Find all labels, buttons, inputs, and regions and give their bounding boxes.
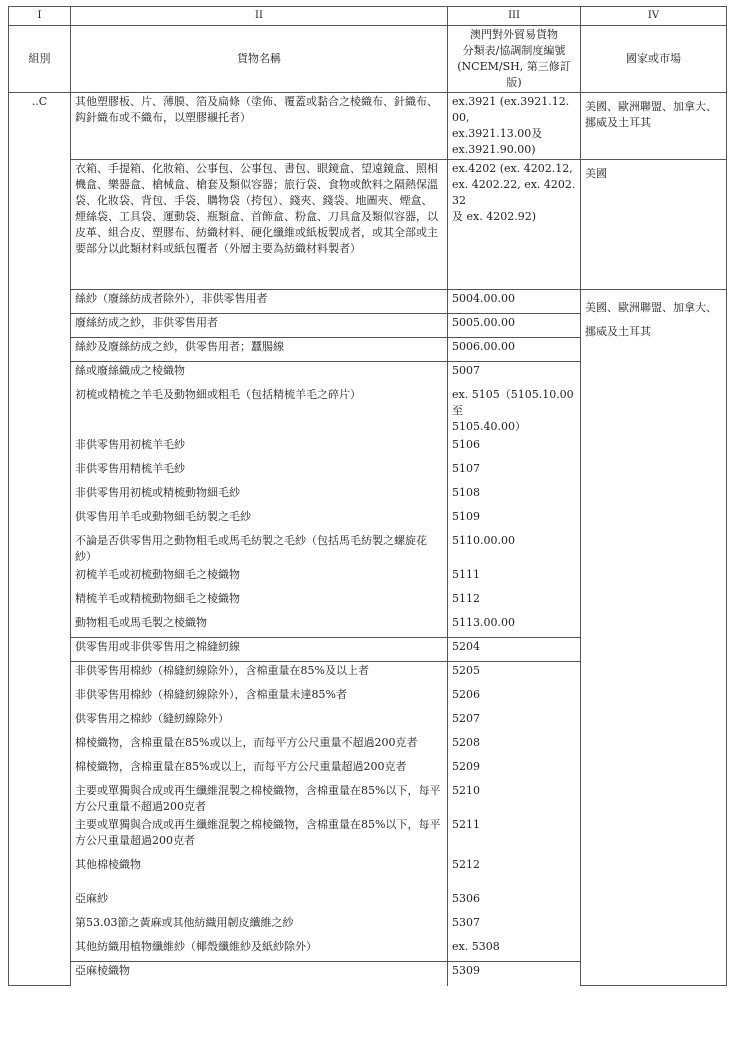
code-cell: [448, 962, 581, 986]
goods-name-cell: 供零售用羊毛或動物細毛紡製之毛紗: [71, 508, 448, 532]
market-cell: 美國: [581, 160, 727, 290]
goods-row: [9, 160, 727, 290]
goods-row: [9, 93, 727, 160]
code-cell: [448, 782, 581, 816]
code-line: 5111: [452, 567, 480, 581]
code-line: 5005.00.00: [452, 316, 515, 329]
code-cell: [448, 508, 581, 532]
market-cell: 美國、歐洲聯盟、加拿大、挪威及土耳其: [581, 93, 727, 160]
goods-name-cell: 絲或廢絲織成之棱織物: [71, 362, 448, 386]
goods-name-cell: 非供零售用初梳羊毛紗: [71, 436, 448, 460]
code-line: 5208: [452, 735, 480, 749]
goods-name-cell: 其他塑膠板、片、薄膜、箔及扁條（塗佈、覆蓋或黏合之棱織布、針織布、鈎針織布或不織布，以塑膠襯托者）: [71, 93, 448, 160]
code-line: 5107: [452, 461, 480, 475]
code-line: ex.3921.13.00及: [452, 127, 543, 140]
tariff-table-page: [8, 6, 726, 986]
code-cell: [448, 856, 581, 890]
code-line: 5209: [452, 759, 480, 773]
goods-name-cell: 非供零售用棉紗（棉縫紉線除外），含棉重量在85%及以上者: [71, 662, 448, 686]
header-code-line: 澳門對外貿易貨物: [470, 28, 558, 41]
market-cell: 美國、歐洲聯盟、加拿大、挪威及土耳其: [581, 290, 727, 986]
code-line: 5006.00.00: [452, 340, 515, 353]
code-line: 5204: [452, 640, 480, 653]
header-goods-name: 貨物名稱: [71, 26, 448, 93]
code-cell: [448, 710, 581, 734]
code-line: 5210: [452, 783, 480, 797]
code-cell: [448, 386, 581, 436]
column-numeral-ii: II: [71, 7, 448, 26]
goods-name-cell: 主要或單獨與合成或再生纖維混製之棉棱織物，含棉重量在85%以下，每平方公尺重量不超過200克者: [71, 782, 448, 816]
code-line: ex. 4202.22, ex. 4202.32: [452, 178, 576, 207]
code-cell: [448, 614, 581, 638]
goods-name-cell: 衣箱、手提箱、化妝箱、公事包、公事包、書包、眼鏡盒、望遠鏡盒、照相機盒、樂器盒、槍械盒、槍套及類似容器；旅行袋、食物或飲料之隔熱保溫袋、化妝袋、背包、手袋、購物袋（挎包）、錢夾、錢袋、地圖夾、煙盒、煙絲袋、工具袋、運動袋、瓶類盒、首飾盒、粉盒、刀具盒及類似容器，以皮革、組合皮、塑膠布、紡織材料、硬化纖維或紙板製成者，或其全部或主要部分以此類材料或紙包覆者（外層主要為紡織材料製者）: [71, 160, 448, 290]
code-line: 及 ex. 4202.92): [452, 210, 536, 223]
column-header-row: [9, 26, 727, 93]
code-cell: [448, 816, 581, 856]
code-cell: [448, 938, 581, 962]
code-line: 5112: [452, 591, 480, 605]
goods-name-cell: 亞麻紗: [71, 890, 448, 914]
header-code-line: (NCEM/SH, 第三修訂版): [457, 60, 571, 89]
header-code: [448, 26, 581, 93]
group-label: ..C: [9, 93, 71, 986]
code-line: 5105.40.00）: [452, 419, 526, 433]
code-cell: [448, 590, 581, 614]
goods-name-cell: 棉棱織物，含棉重量在85%或以上，而每平方公尺重量不超過200克者: [71, 734, 448, 758]
code-cell: [448, 160, 581, 290]
code-line: 5309: [452, 964, 480, 977]
code-cell: [448, 662, 581, 686]
code-cell: [448, 436, 581, 460]
code-line: 5212: [452, 857, 480, 871]
code-line: ex. 5308: [452, 939, 500, 953]
goods-name-cell: 主要或單獨與合成或再生纖維混製之棉棱織物，含棉重量在85%以下，每平方公尺重量超過200克者: [71, 816, 448, 856]
code-cell: [448, 290, 581, 314]
goods-name-cell: 不論是否供零售用之動物粗毛或馬毛紡製之毛紗（包括馬毛紡製之螺旋花紗）: [71, 532, 448, 566]
column-numeral-iii: III: [448, 7, 581, 26]
code-line: 5007: [452, 364, 480, 377]
code-line: 5206: [452, 687, 480, 701]
code-line: ex. 5105（5105.10.00 至: [452, 387, 574, 417]
goods-name-cell: 亞麻棱織物: [71, 962, 448, 986]
goods-name-cell: 絲紗（廢絲紡成者除外），非供零售用者: [71, 290, 448, 314]
header-code-line: 分類表/協調制度編號: [462, 44, 566, 57]
goods-name-cell: 絲紗及廢絲紡成之紗，供零售用者；蠶腸線: [71, 338, 448, 362]
code-line: ex.3921 (ex.3921.12.00,: [452, 95, 570, 124]
code-cell: [448, 638, 581, 662]
goods-name-cell: 精梳羊毛或精梳動物細毛之棱織物: [71, 590, 448, 614]
code-line: 5106: [452, 437, 480, 451]
goods-name-cell: 非供零售用初梳或精梳動物細毛紗: [71, 484, 448, 508]
header-market: 國家或市場: [581, 26, 727, 93]
goods-name-cell: 初梳或精梳之羊毛及動物細或粗毛（包括精梳羊毛之碎片）: [71, 386, 448, 436]
code-cell: [448, 532, 581, 566]
goods-row: [9, 290, 727, 314]
code-line: 5307: [452, 915, 480, 929]
code-cell: [448, 734, 581, 758]
code-line: 5110.00.00: [452, 533, 515, 547]
column-numeral-iv: IV: [581, 7, 727, 26]
goods-name-cell: 非供零售用棉紗（棉縫紉線除外），含棉重量未達85%者: [71, 686, 448, 710]
code-line: 5306: [452, 891, 480, 905]
code-cell: [448, 686, 581, 710]
goods-name-cell: 供零售用或非供零售用之棉縫紉線: [71, 638, 448, 662]
code-line: ex.4202 (ex. 4202.12,: [452, 162, 573, 175]
column-numeral-row: [9, 7, 727, 26]
code-cell: [448, 338, 581, 362]
goods-name-cell: 初梳羊毛或初梳動物細毛之棱織物: [71, 566, 448, 590]
code-cell: [448, 314, 581, 338]
code-line: 5205: [452, 664, 480, 677]
code-line: 5207: [452, 711, 480, 725]
goods-name-cell: 廢絲紡成之紗，非供零售用者: [71, 314, 448, 338]
goods-name-cell: 動物粗毛或馬毛製之棱織物: [71, 614, 448, 638]
code-line: 5108: [452, 485, 480, 499]
code-cell: [448, 914, 581, 938]
goods-name-cell: 非供零售用精梳羊毛紗: [71, 460, 448, 484]
code-cell: [448, 484, 581, 508]
goods-market-table: [8, 6, 727, 986]
code-cell: [448, 566, 581, 590]
code-cell: [448, 890, 581, 914]
header-group: 組別: [9, 26, 71, 93]
code-line: ex.3921.90.00): [452, 143, 536, 156]
goods-name-cell: 第53.03節之黃麻或其他紡織用韌皮纖維之紗: [71, 914, 448, 938]
code-line: 5004.00.00: [452, 292, 515, 305]
goods-name-cell: 其他紡織用植物纖維紗（椰殼纖維紗及紙紗除外）: [71, 938, 448, 962]
goods-name-cell: 棉棱織物，含棉重量在85%或以上，而每平方公尺重量超過200克者: [71, 758, 448, 782]
code-line: 5113.00.00: [452, 615, 515, 629]
code-line: 5109: [452, 509, 480, 523]
code-line: 5211: [452, 817, 480, 831]
column-numeral-i: I: [9, 7, 71, 26]
goods-name-cell: 供零售用之棉紗（縫紉線除外）: [71, 710, 448, 734]
code-cell: [448, 460, 581, 484]
code-cell: [448, 362, 581, 386]
code-cell: [448, 93, 581, 160]
goods-name-cell: 其他棉棱織物: [71, 856, 448, 890]
code-cell: [448, 758, 581, 782]
